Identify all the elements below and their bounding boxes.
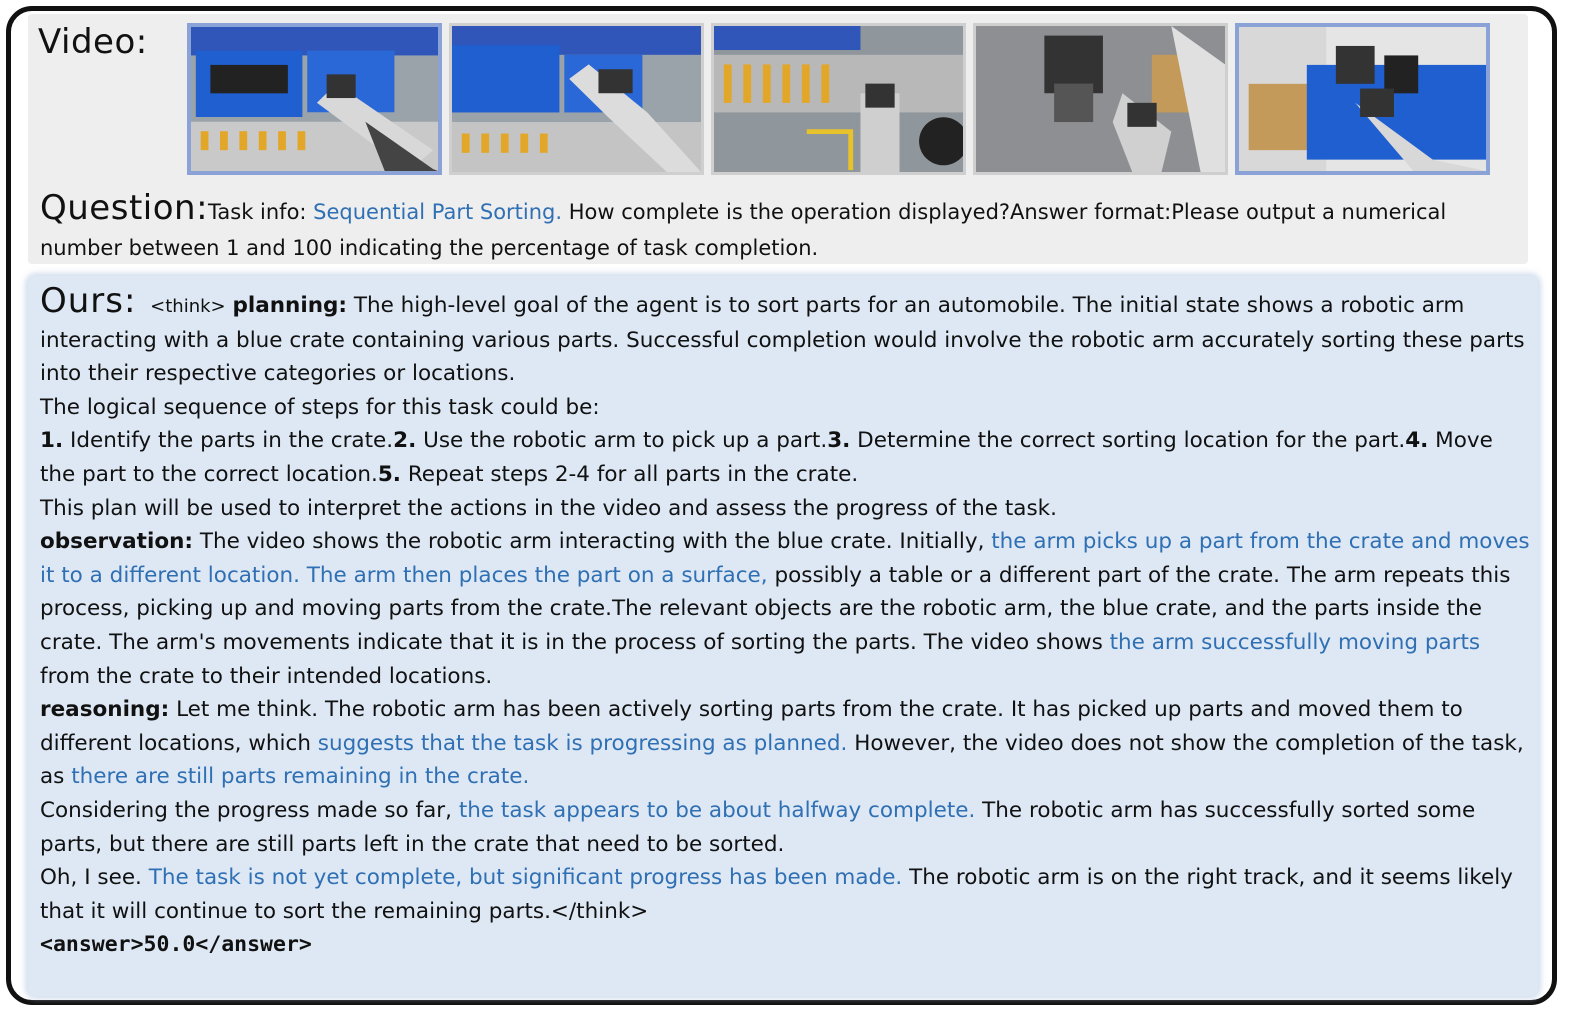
step-5-text: Repeat steps 2-4 for all parts in the crate. [400, 461, 859, 487]
step-3-num: 3. [827, 428, 851, 454]
reasoning-label: reasoning: [40, 697, 170, 723]
observation-label: observation: [40, 529, 193, 555]
video-frame-3 [711, 23, 966, 175]
plan-note: This plan will be used to interpret the actions in the video and assess the progress of the task. [40, 495, 1057, 521]
question-block [40, 190, 1520, 266]
step-2-text: Use the robotic arm to pick up a part. [416, 428, 828, 454]
considering-text-1: Considering the progress made so far, [40, 797, 459, 823]
question-prefix: Task info: [208, 200, 314, 224]
ours-block [40, 281, 1530, 962]
considering-paragraph [40, 794, 1530, 861]
step-3-text: Determine the correct sorting location for the part. [850, 428, 1406, 454]
planning-label: planning: [232, 293, 347, 318]
video-frames [187, 23, 1490, 175]
task-name: Sequential Part Sorting. [313, 200, 563, 224]
conclusion-highlight: The task is not yet complete, but significant progress has been made. [148, 865, 903, 891]
video-label: Video: [38, 22, 148, 62]
conclusion-paragraph [40, 861, 1530, 928]
step-4-num: 4. [1405, 428, 1429, 454]
planning-text: The high-level goal of the agent is to sort parts for an automobile. The initial state shows a robotic arm interacting with a blue crate containing various parts. Successful completion would involve the robotic arm accurately sorting these parts into their respective categories or locations. [40, 293, 1525, 387]
video-frame-1 [187, 23, 442, 175]
step-1-text: Identify the parts in the crate. [63, 428, 394, 454]
question-text: How complete is the operation displayed?Answer format:Please output a numerical number between 1 and 100 indicating the percentage of task completion. [40, 200, 1447, 260]
planning-paragraph [40, 281, 1530, 391]
ours-label: Ours: [40, 281, 137, 321]
answer-line: <answer>50.0</answer> [40, 932, 312, 958]
video-frame-2 [449, 23, 704, 175]
step-2-num: 2. [393, 428, 417, 454]
video-frame-4 [973, 23, 1228, 175]
sequence-intro: The logical sequence of steps for this task could be: [40, 394, 600, 420]
reasoning-text-2: However, the video does not show the completion of the task, as [40, 730, 1524, 790]
question-label: Question: [40, 188, 209, 228]
think-open: <think> [150, 296, 226, 317]
conclusion-text-2: The robotic arm is on the right track, and it seems likely that it will continue to sort the remaining parts.</think> [40, 865, 1513, 924]
observation-highlight-2: the arm successfully moving parts [1109, 629, 1481, 655]
considering-text-2: The robotic arm has successfully sorted some parts, but there are still parts left in the crate that need to be sorted. [40, 797, 1476, 857]
reasoning-paragraph [40, 693, 1530, 794]
observation-text-1: The video shows the robotic arm interacting with the blue crate. Initially, [199, 529, 992, 555]
video-frame-5 [1235, 23, 1490, 175]
observation-text-3: from the crate to their intended locations. [40, 663, 493, 689]
observation-highlight-1: the arm picks up a part from the crate and moves it to a different location. The arm then places the part on a surface, [40, 529, 1530, 588]
observation-text-2: possibly a table or a different part of the crate. The arm repeats this process, picking up and moving parts from the crate.The relevant objects are the robotic arm, the blue crate, and the parts inside the crate. The arm's movements indicate that it is in the process of sorting the parts. The video shows [40, 562, 1511, 655]
step-4-text: Move the part to the correct location. [40, 428, 1493, 487]
conclusion-text-1: Oh, I see. [40, 865, 149, 891]
step-1-num: 1. [40, 428, 64, 454]
reasoning-highlight-2: there are still parts remaining in the crate. [71, 764, 530, 790]
reasoning-text-1: Let me think. The robotic arm has been actively sorting parts from the crate. It has picked up parts and moved them to different locations, which [40, 697, 1463, 756]
observation-paragraph [40, 525, 1530, 693]
step-5-num: 5. [377, 461, 401, 487]
steps-list [40, 424, 1530, 491]
reasoning-highlight-1: suggests that the task is progressing as planned. [317, 730, 848, 756]
considering-highlight: the task appears to be about halfway complete. [458, 797, 976, 823]
